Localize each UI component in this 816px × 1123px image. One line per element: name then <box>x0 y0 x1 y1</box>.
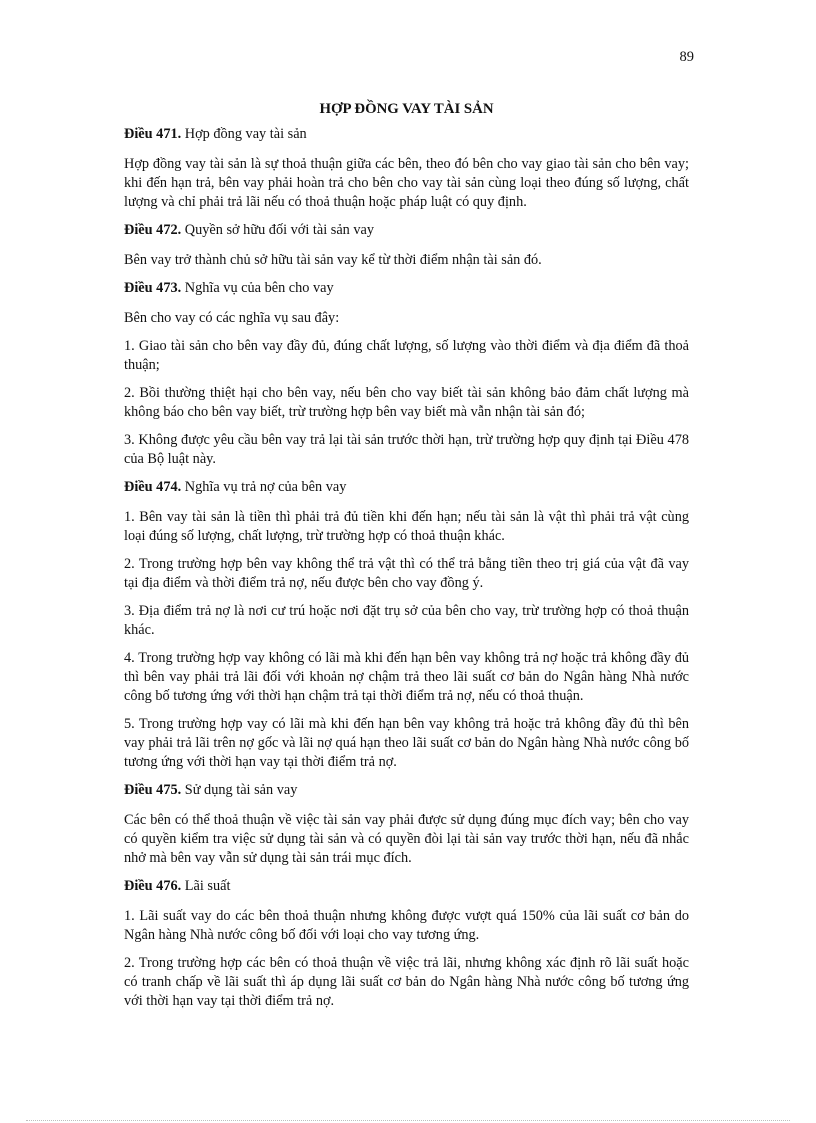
article-471 <box>124 125 689 212</box>
page-bottom-divider <box>26 1120 790 1121</box>
article-paragraph: Bên vay trở thành chủ sở hữu tài sản vay kể từ thời điểm nhận tài sản đó. <box>124 252 542 268</box>
document-body <box>124 100 689 1020</box>
article-475 <box>124 781 689 868</box>
article-number: Điều 476. <box>124 878 182 894</box>
article-clause: 1. Giao tài sản cho bên vay đầy đủ, đúng chất lượng, số lượng vào thời điểm và địa điểm đã thoả thuận; <box>124 338 689 373</box>
article-title: Nghĩa vụ trả nợ của bên vay <box>184 479 347 495</box>
article-number: Điều 472. <box>124 222 182 238</box>
article-heading <box>124 781 689 800</box>
article-heading <box>124 221 689 240</box>
article-number: Điều 475. <box>124 782 182 798</box>
article-title: Quyền sở hữu đối với tài sản vay <box>184 222 375 238</box>
article-number: Điều 474. <box>124 479 182 495</box>
article-clause: 1. Lãi suất vay do các bên thoả thuận nhưng không được vượt quá 150% của lãi suất cơ bản do Ngân hàng Nhà nước công bố đối với loại cho vay tương ứng. <box>124 908 689 943</box>
article-clause: 4. Trong trường hợp vay không có lãi mà khi đến hạn bên vay không trả nợ hoặc trả không đầy đủ thì bên vay phải trả lãi đối với khoản nợ chậm trả theo lãi suất cơ bản do Ngân hàng Nhà nước công bố tương ứng với thời hạn chậm trả tại thời điểm trả nợ, nếu có thoả thuận. <box>124 650 689 704</box>
article-heading <box>124 279 689 298</box>
article-clause: 2. Trong trường hợp bên vay không thể trả vật thì có thể trả bằng tiền theo trị giá của vật đã vay tại địa điểm và thời điểm trả nợ, nếu được bên cho vay đồng ý. <box>124 556 689 591</box>
article-clause: 3. Không được yêu cầu bên vay trả lại tài sản trước thời hạn, trừ trường hợp quy định tại Điều 478 của Bộ luật này. <box>124 432 689 467</box>
article-473 <box>124 279 689 469</box>
article-clause: 2. Trong trường hợp các bên có thoả thuận về việc trả lãi, nhưng không xác định rõ lãi suất hoặc có tranh chấp về lãi suất thì áp dụng lãi suất cơ bản do Ngân hàng Nhà nước công bố tương ứng với thời hạn vay tại thời điểm trả nợ. <box>124 955 689 1009</box>
article-paragraph: Hợp đồng vay tài sản là sự thoả thuận giữa các bên, theo đó bên cho vay giao tài sản cho bên vay; khi đến hạn trả, bên vay phải hoàn trả cho bên cho vay tài sản cùng loại theo đúng số lượng, chất lượng và chỉ phải trả lãi nếu có thoả thuận hoặc pháp luật có quy định. <box>124 156 689 210</box>
page-number: 89 <box>679 49 694 65</box>
article-title: Sử dụng tài sản vay <box>184 782 298 798</box>
article-title: Lãi suất <box>184 878 231 894</box>
article-number: Điều 471. <box>124 126 182 142</box>
article-474 <box>124 478 689 772</box>
article-476 <box>124 877 689 1011</box>
article-heading <box>124 125 689 144</box>
article-472 <box>124 221 689 270</box>
article-paragraph: Bên cho vay có các nghĩa vụ sau đây: <box>124 310 340 326</box>
article-clause: 5. Trong trường hợp vay có lãi mà khi đến hạn bên vay không trả hoặc trả không đầy đủ thì bên vay phải trả lãi trên nợ gốc và lãi nợ quá hạn theo lãi suất cơ bản do Ngân hàng Nhà nước công bố tương ứng với thời hạn vay tại thời điểm trả nợ. <box>124 716 689 770</box>
article-title: Nghĩa vụ của bên cho vay <box>184 280 334 296</box>
document-title: HỢP ĐỒNG VAY TÀI SẢN <box>319 101 494 117</box>
article-clause: 3. Địa điểm trả nợ là nơi cư trú hoặc nơi đặt trụ sở của bên cho vay, trừ trường hợp có thoả thuận khác. <box>124 603 689 638</box>
article-paragraph: Các bên có thể thoả thuận về việc tài sản vay phải được sử dụng đúng mục đích vay; bên cho vay có quyền kiểm tra việc sử dụng tài sản và có quyền đòi lại tài sản vay trước thời hạn, nếu đã nhắc nhở mà bên vay vẫn sử dụng tài sản trái mục đích. <box>124 812 689 866</box>
article-heading <box>124 478 689 497</box>
article-heading <box>124 877 689 896</box>
article-number: Điều 473. <box>124 280 182 296</box>
article-title: Hợp đồng vay tài sản <box>184 126 307 142</box>
article-clause: 2. Bồi thường thiệt hại cho bên vay, nếu bên cho vay biết tài sản không bảo đảm chất lượng mà không báo cho bên vay biết, trừ trường hợp bên vay biết mà vẫn nhận tài sản đó; <box>124 385 689 420</box>
article-clause: 1. Bên vay tài sản là tiền thì phải trả đủ tiền khi đến hạn; nếu tài sản là vật thì phải trả vật cùng loại đúng số lượng, chất lượng, trừ trường hợp có thoả thuận khác. <box>124 509 689 544</box>
